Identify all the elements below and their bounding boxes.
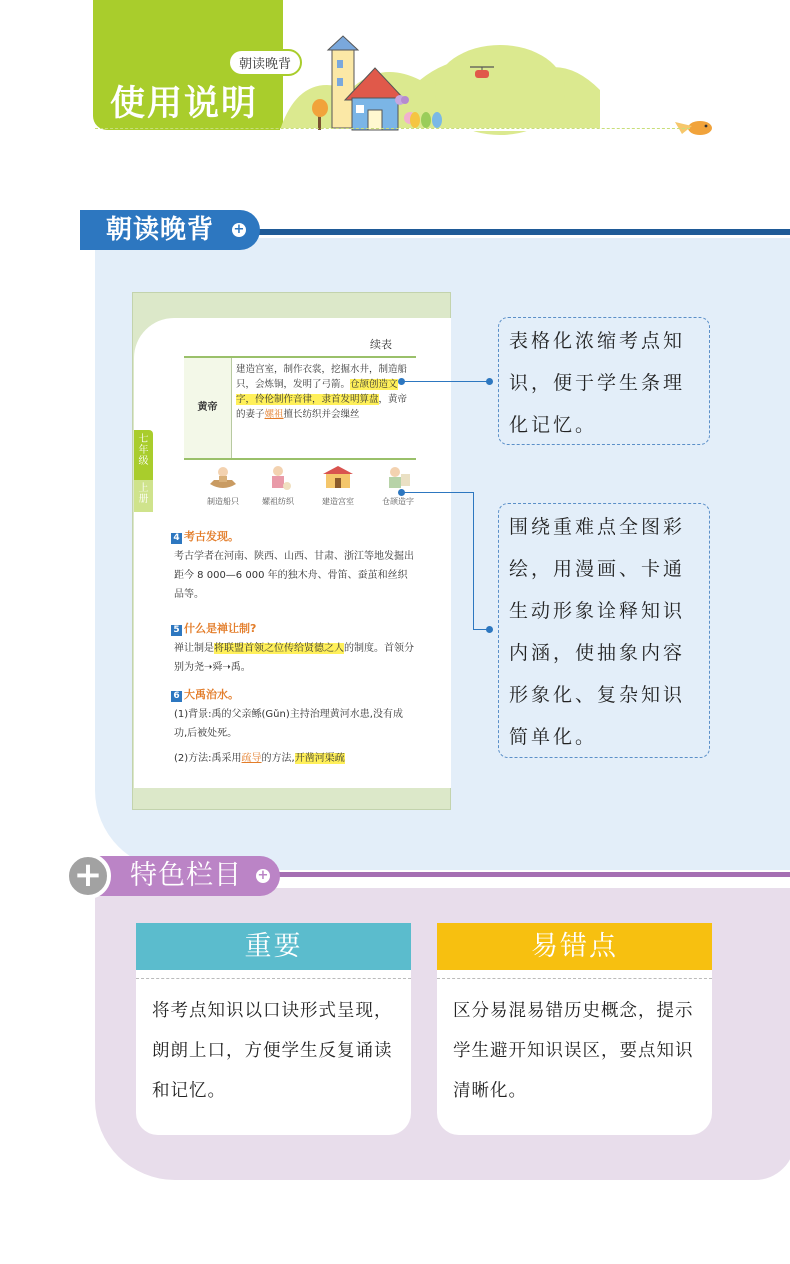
picture-item bbox=[194, 464, 252, 507]
preview-paragraph: (1)背景:禹的父亲鲧(Gǔn)主持治理黄河水患,没有成功,后被处死。 bbox=[174, 709, 403, 739]
preview-paragraph: 考古学者在河南、陕西、山西、甘肃、浙江等地发掘出距今 8 000—6 000 年的独木舟、骨笛、蚕茧和丝织品等。 bbox=[174, 551, 414, 600]
picture-item bbox=[309, 464, 367, 507]
page-title: 使用说明 bbox=[110, 84, 259, 124]
volume-label-wrap bbox=[134, 480, 153, 512]
connector-line bbox=[402, 381, 490, 382]
preview-heading: 5 什么是禅让制? bbox=[171, 620, 256, 636]
preview-heading: 6 大禹治水。 bbox=[171, 686, 239, 702]
house-illustration bbox=[270, 30, 730, 140]
picture-caption: 制造船只 bbox=[207, 497, 239, 506]
section1-title: 朝读晚背 bbox=[106, 215, 215, 245]
card-text: 将考点知识以口诀形式呈现，朗朗上口，方便学生反复诵读和记忆。 bbox=[152, 1001, 393, 1101]
card-heading: 重要 bbox=[136, 923, 411, 970]
table-row-name: 黄帝 bbox=[184, 358, 232, 458]
feature-card-important bbox=[136, 923, 411, 1135]
connector-line bbox=[402, 492, 474, 493]
page-preview-sheet bbox=[134, 318, 451, 788]
picture-caption: 嫘祖纺织 bbox=[262, 497, 294, 506]
section2-title: 特色栏目 bbox=[130, 860, 242, 891]
plus-icon: + bbox=[233, 222, 245, 237]
header-divider bbox=[95, 128, 690, 129]
card-text: 区分易混易错历史概念，提示学生避开知识误区，要点知识清晰化。 bbox=[453, 1001, 694, 1101]
preview-paragraph: 禅让制是将联盟首领之位传给贤德之人的制度。首领分别为尧➝舜➝禹。 bbox=[174, 643, 414, 673]
preview-paragraph: (2)方法:禹采用疏导的方法,开凿河渠疏 bbox=[174, 753, 345, 764]
picture-caption: 仓颉造字 bbox=[382, 497, 414, 506]
plus-icon: + bbox=[65, 853, 111, 899]
header-bubble: 朝读晚背 bbox=[228, 49, 302, 76]
section1-rule bbox=[250, 229, 790, 235]
plus-icon: + bbox=[257, 868, 269, 883]
picture-item bbox=[369, 464, 427, 507]
picture-item bbox=[249, 464, 307, 507]
continued-label: 续表 bbox=[370, 338, 392, 351]
feature-card-error-prone bbox=[437, 923, 712, 1135]
connector-dot bbox=[486, 626, 493, 633]
card-heading: 易错点 bbox=[437, 923, 712, 970]
connector-dot bbox=[486, 378, 493, 385]
page-preview bbox=[132, 292, 451, 810]
summary-table bbox=[184, 356, 416, 460]
callout-illustration-feature: 围绕重难点全图彩绘，用漫画、卡通生动形象诠释知识内涵，使抽象内容形象化、复杂知识简单化。 bbox=[498, 503, 710, 758]
connector-line bbox=[473, 492, 474, 630]
picture-caption: 建造宫室 bbox=[322, 497, 354, 506]
callout-table-feature: 表格化浓缩考点知识，便于学生条理化记忆。 bbox=[498, 317, 710, 445]
preview-heading: 4 考古发现。 bbox=[171, 528, 239, 544]
grade-side-tab bbox=[134, 430, 153, 510]
volume-label: 上册 bbox=[138, 483, 149, 505]
grade-label: 七年级 bbox=[138, 434, 149, 467]
section2-rule bbox=[250, 872, 790, 877]
table-row-content: 建造宫室，制作衣裳，挖掘水井，制造船只，会炼铜，发明了弓箭。仓颉创造文字，伶伦制作音律，隶首发明算盘，黄帝的妻子嫘祖擅长纺织并会缫丝 bbox=[236, 364, 408, 420]
